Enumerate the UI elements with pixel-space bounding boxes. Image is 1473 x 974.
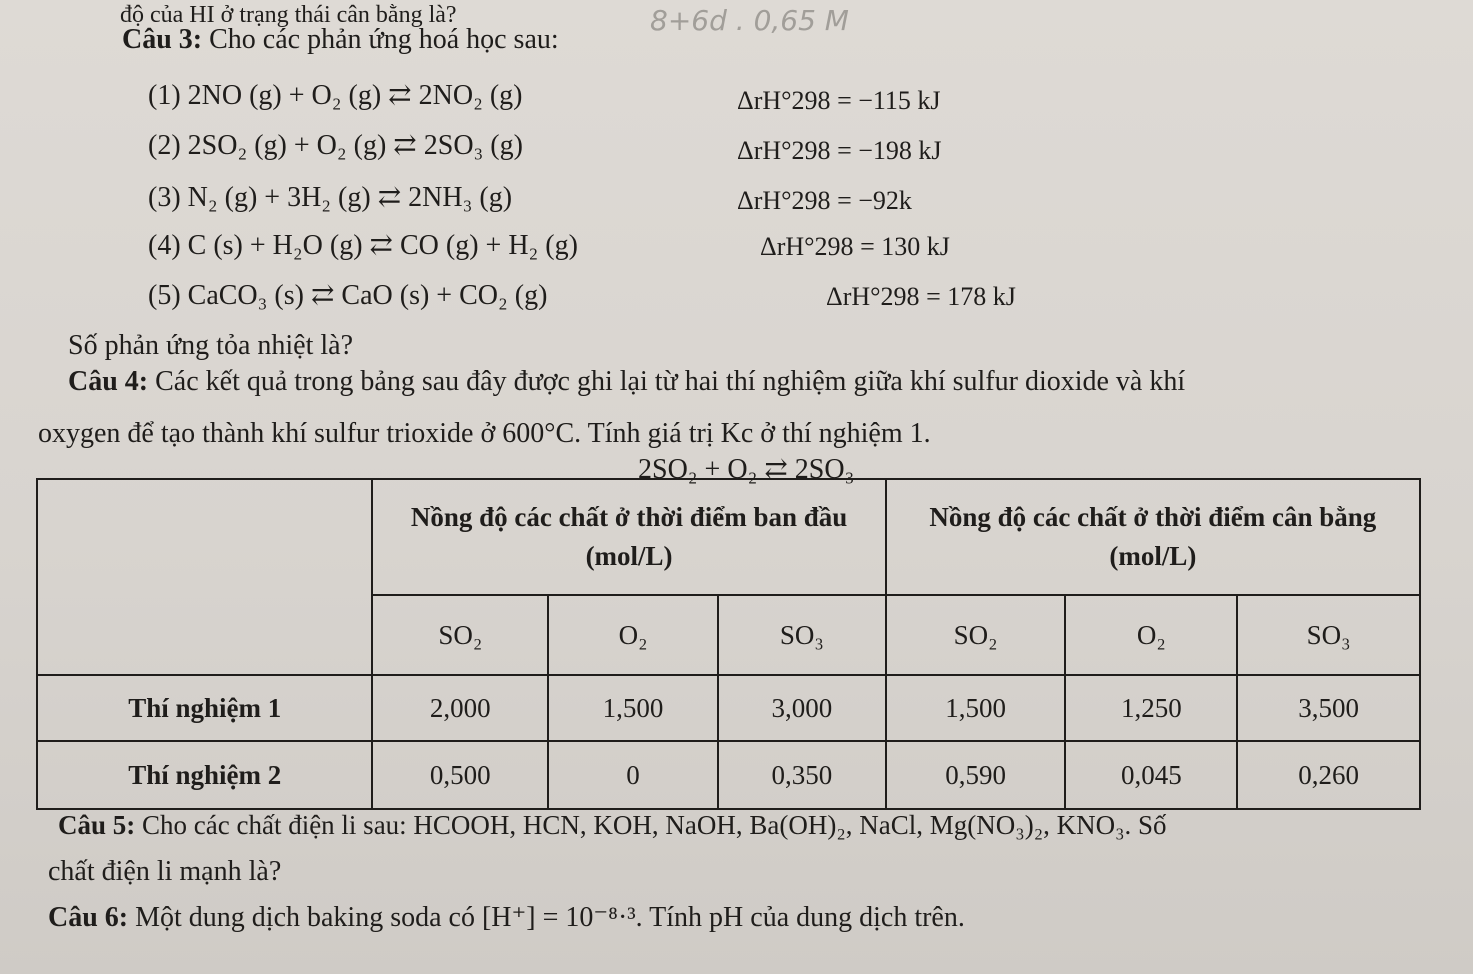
subheader-equilibrium-so2: SO₂ [886, 595, 1066, 675]
enthalpy-value: = −198 kJ [837, 136, 942, 165]
enthalpy-2 [737, 136, 942, 166]
table-corner-cell [37, 479, 372, 675]
enthalpy-symbol: ΔrH°298 [760, 232, 854, 261]
table-cell: 0,590 [886, 741, 1066, 809]
enthalpy-symbol: ΔrH°298 [826, 282, 920, 311]
table-cell: 0,350 [718, 741, 886, 809]
question-3-text: Cho các phản ứng hoá học sau: [202, 24, 559, 55]
question-3-intro [122, 24, 559, 56]
table-cell: 0,500 [372, 741, 548, 809]
reaction-number: (4) [148, 230, 181, 261]
row-label: Thí nghiệm 2 [37, 741, 372, 809]
subheader-initial-o2: O₂ [548, 595, 718, 675]
subheader-equilibrium-o2: O₂ [1065, 595, 1237, 675]
question-3-prompt: Số phản ứng tỏa nhiệt là? [68, 330, 354, 361]
header-equilibrium-concentration: Nồng độ các chất ở thời điểm cân bằng (mol/L) [886, 479, 1420, 595]
subheader-equilibrium-so3: SO₃ [1237, 595, 1420, 675]
question-5-line-1 [58, 810, 1167, 841]
previous-question-tail: độ của HI ở trạng thái cân bằng là? [120, 2, 457, 28]
header-initial-concentration: Nồng độ các chất ở thời điểm ban đầu (mol/L) [372, 479, 885, 595]
concentration-table [36, 478, 1421, 810]
reaction-equation: 2NO (g) + O₂ (g) ⇄ 2NO₂ (g) [187, 80, 523, 111]
enthalpy-value: = 178 kJ [926, 282, 1016, 311]
question-4-label: Câu 4: [68, 366, 149, 397]
table-cell: 1,250 [1065, 675, 1237, 741]
enthalpy-symbol: ΔrH°298 [737, 86, 831, 115]
question-6-text: Một dung dịch baking soda có [H⁺] = 10⁻⁸·³. Tính pH của dung dịch trên. [128, 902, 965, 933]
enthalpy-3 [737, 186, 912, 216]
table-cell: 0 [548, 741, 718, 809]
table-row [37, 741, 1420, 809]
enthalpy-symbol: ΔrH°298 [737, 136, 831, 165]
reaction-equation: CaCO₃ (s) ⇄ CaO (s) + CO₂ (g) [187, 280, 548, 311]
table-cell: 0,260 [1237, 741, 1420, 809]
table-row [37, 675, 1420, 741]
reaction-5 [148, 278, 547, 312]
table-cell: 0,045 [1065, 741, 1237, 809]
enthalpy-value: = −92k [837, 186, 912, 215]
reaction-number: (3) [148, 182, 181, 213]
subheader-initial-so2: SO₂ [372, 595, 548, 675]
question-4-line-1 [68, 366, 1185, 398]
table-cell: 2,000 [372, 675, 548, 741]
enthalpy-value: = −115 kJ [837, 86, 941, 115]
row-label: Thí nghiệm 1 [37, 675, 372, 741]
question-4-line-2: oxygen để tạo thành khí sulfur trioxide ở 600°C. Tính giá trị Kc ở thí nghiệm 1. [38, 418, 931, 449]
table-cell: 3,000 [718, 675, 886, 741]
enthalpy-5 [826, 282, 1016, 312]
reaction-equation: 2SO₂ (g) + O₂ (g) ⇄ 2SO₃ (g) [187, 130, 523, 161]
table-cell: 3,500 [1237, 675, 1420, 741]
reaction-3 [148, 180, 512, 214]
enthalpy-4 [760, 232, 950, 262]
reaction-number: (5) [148, 280, 181, 311]
question-4-text: Các kết quả trong bảng sau đây được ghi lại từ hai thí nghiệm giữa khí sulfur dioxide và khí [148, 366, 1186, 397]
reaction-1 [148, 78, 522, 112]
enthalpy-value: = 130 kJ [860, 232, 950, 261]
reaction-equation-caption: 2SO₂ + O₂ ⇄ 2SO₃ [638, 454, 855, 485]
subheader-initial-so3: SO₃ [718, 595, 886, 675]
reaction-number: (2) [148, 130, 181, 161]
question-6-label: Câu 6: [48, 902, 129, 933]
table-cell: 1,500 [548, 675, 718, 741]
question-5-label: Câu 5: [58, 810, 136, 840]
question-6 [48, 900, 965, 934]
reaction-2 [148, 128, 523, 162]
reaction-equation: C (s) + H₂O (g) ⇄ CO (g) + H₂ (g) [187, 230, 578, 261]
question-3-label: Câu 3: [122, 24, 203, 55]
reaction-4 [148, 228, 578, 262]
enthalpy-1 [737, 86, 941, 116]
table-cell: 1,500 [886, 675, 1066, 741]
handwritten-note: 8+6d . 0,65 M [650, 4, 849, 37]
question-5-line-2: chất điện li mạnh là? [48, 856, 282, 887]
reaction-equation: N₂ (g) + 3H₂ (g) ⇄ 2NH₃ (g) [187, 182, 513, 213]
enthalpy-symbol: ΔrH°298 [737, 186, 831, 215]
reaction-number: (1) [148, 80, 181, 111]
question-5-text: Cho các chất điện li sau: HCOOH, HCN, KOH, NaOH, Ba(OH)₂, NaCl, Mg(NO₃)₂, KNO₃. Số [135, 810, 1167, 840]
